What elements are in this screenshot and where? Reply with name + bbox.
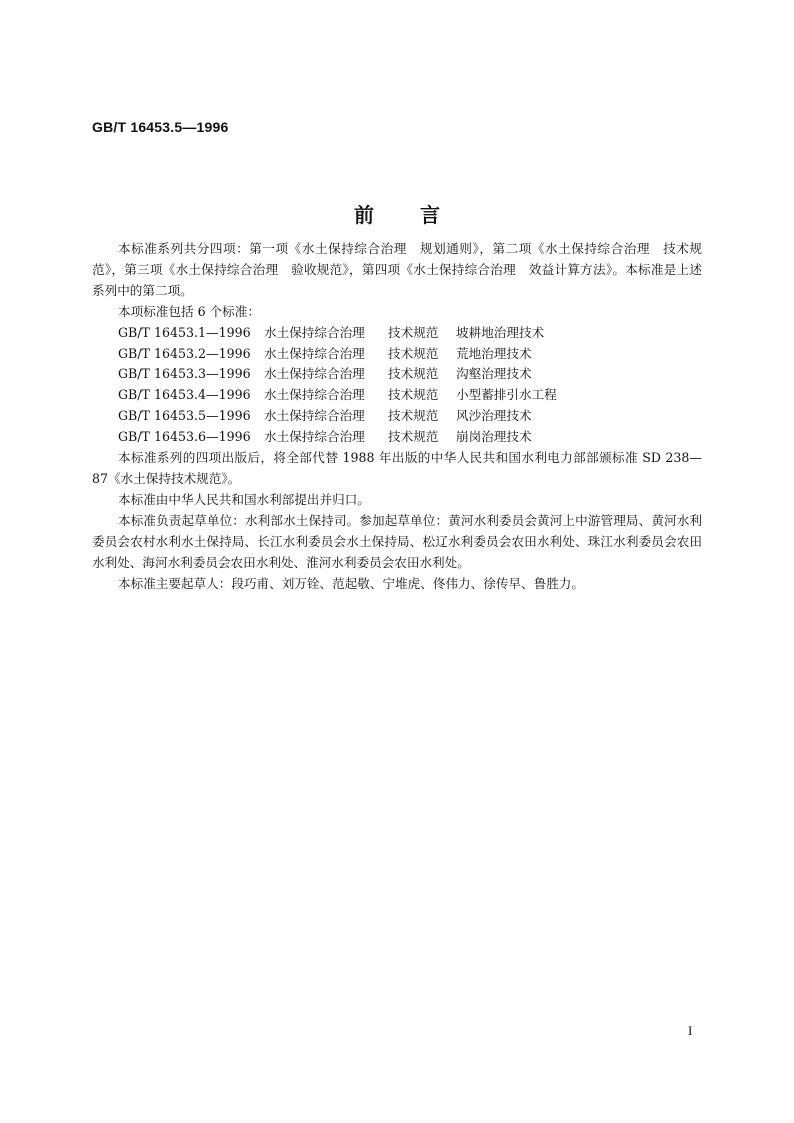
standard-main-title: 水土保持综合治理 [264,324,365,340]
list-item [92,323,702,344]
standard-sub-title: 技术规范 [388,366,439,382]
list-item [92,364,702,385]
paragraph-drafters: 本标准主要起草人：段巧甫、刘万铨、范起敬、宁堆虎、佟伟力、徐传早、鲁胜力。 [118,575,584,591]
standard-main-title: 水土保持综合治理 [264,366,365,382]
list-item [92,406,702,427]
paragraph-drafting-units: 本标准负责起草单位：水利部水土保持司。参加起草单位：黄河水利委员会黄河上中游管理局、黄河水利委员会农村水利水土保持局、长江水利委员会水土保持局、松辽水利委员会农田水利处、珠江水利委员会农田水利处、海河水利委员会农田水利处、淮河水利委员会农田水利处。 [92,512,702,570]
list-item [92,344,702,365]
standard-topic: 风沙治理技术 [456,408,532,424]
paragraph-series-overview: 本标准系列共分四项：第一项《水土保持综合治理 规划通则》，第二项《水土保持综合治理 技术规范》，第三项《水土保持综合治理 验收规范》，第四项《水土保持综合治理 效益计算方法》。本标准是上述系列中的第二项。 [92,241,702,298]
standard-code-header: GB/T 16453.5—1996 [92,119,229,135]
standard-topic: 沟壑治理技术 [456,366,532,382]
paragraph-replacement-note: 本标准系列的四项出版后，将全部代替 1988 年出版的中华人民共和国水利电力部部颁标准 SD 238—87《水土保持技术规范》。 [92,450,702,486]
page-number: I [688,1023,693,1038]
standard-topic: 荒地治理技术 [456,345,532,361]
standard-sub-title: 技术规范 [388,387,439,403]
standard-code: GB/T 16453.5—1996 [118,408,251,424]
standard-sub-title: 技术规范 [388,345,439,361]
standard-sub-title: 技术规范 [388,324,439,340]
page-title: 前言 [354,203,486,227]
standard-main-title: 水土保持综合治理 [264,429,365,445]
list-item [92,385,702,406]
standard-sub-title: 技术规范 [388,429,439,445]
standard-code: GB/T 16453.1—1996 [118,324,251,340]
standard-code: GB/T 16453.6—1996 [118,429,251,445]
standard-main-title: 水土保持综合治理 [264,345,365,361]
standard-main-title: 水土保持综合治理 [264,408,365,424]
standard-topic: 小型蓄排引水工程 [456,387,557,403]
standard-code: GB/T 16453.4—1996 [118,387,251,403]
standard-code: GB/T 16453.3—1996 [118,366,251,382]
foreword-body [92,239,702,594]
list-item [92,427,702,448]
standard-sub-title: 技术规范 [388,408,439,424]
standard-topic: 坡耕地治理技术 [456,324,545,340]
standard-code: GB/T 16453.2—1996 [118,345,251,361]
standard-topic: 崩岗治理技术 [456,429,532,445]
standard-main-title: 水土保持综合治理 [264,387,365,403]
paragraph-proposer: 本标准由中华人民共和国水利部提出并归口。 [118,491,370,507]
standards-list [92,323,702,448]
paragraph-standards-intro: 本项标准包括 6 个标准： [118,303,260,319]
